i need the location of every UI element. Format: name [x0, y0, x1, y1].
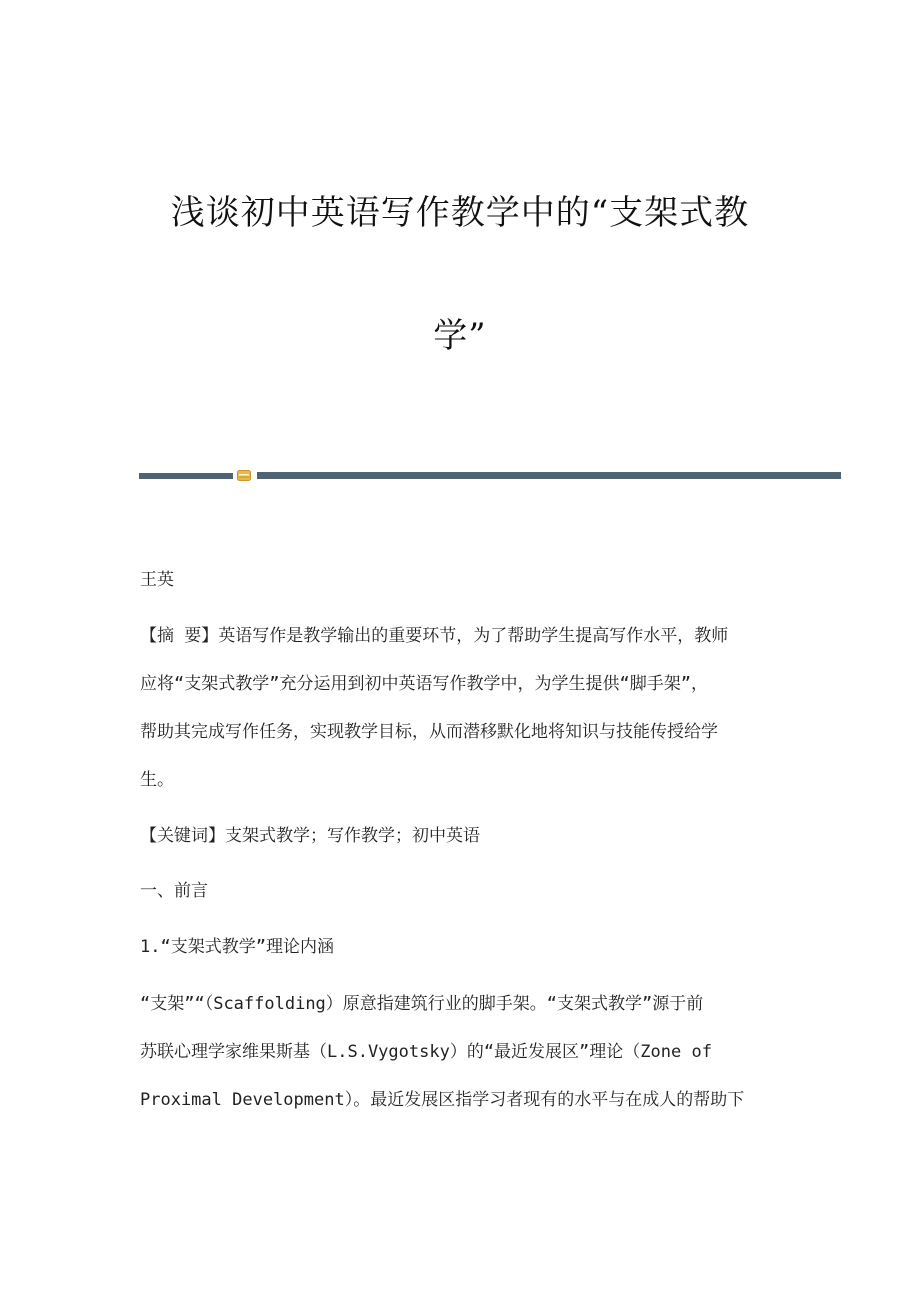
document-title-line-1: 浅谈初中英语写作教学中的“支架式教 — [170, 193, 750, 233]
abstract-line: 帮助其完成写作任务，实现教学目标，从而潜移默化地将知识与技能传授给学 — [140, 722, 718, 742]
abstract-line: 【摘 要】英语写作是教学输出的重要环节，为了帮助学生提高写作水平，教师 — [140, 626, 729, 646]
body-line: 苏联心理学家维果斯基（L.S.Vygotsky）的“最近发展区”理论（Zone of — [140, 1042, 712, 1062]
author-name: 王英 — [140, 570, 174, 590]
divider-bar-left — [139, 473, 233, 479]
body-line: Proximal Development）。最近发展区指学习者现有的水平与在成人的帮助下 — [140, 1090, 745, 1110]
body-paragraph — [140, 980, 780, 1124]
document-title-line-2: 学” — [433, 316, 487, 356]
abstract-line: 生。 — [140, 770, 174, 790]
subsection-heading: 1.“支架式教学”理论内涵 — [140, 937, 334, 957]
ornament-icon — [237, 470, 251, 481]
abstract-paragraph — [140, 612, 780, 804]
body-line: “支架”“（Scaffolding）原意指建筑行业的脚手架。“支架式教学”源于前 — [140, 994, 704, 1014]
abstract-line: 应将“支架式教学”充分运用到初中英语写作教学中，为学生提供“脚手架”， — [140, 674, 708, 694]
divider-bar-right — [257, 472, 841, 479]
title-divider — [139, 470, 841, 482]
keywords-line: 【关键词】支架式教学；写作教学；初中英语 — [140, 826, 480, 846]
section-heading: 一、前言 — [140, 881, 208, 901]
